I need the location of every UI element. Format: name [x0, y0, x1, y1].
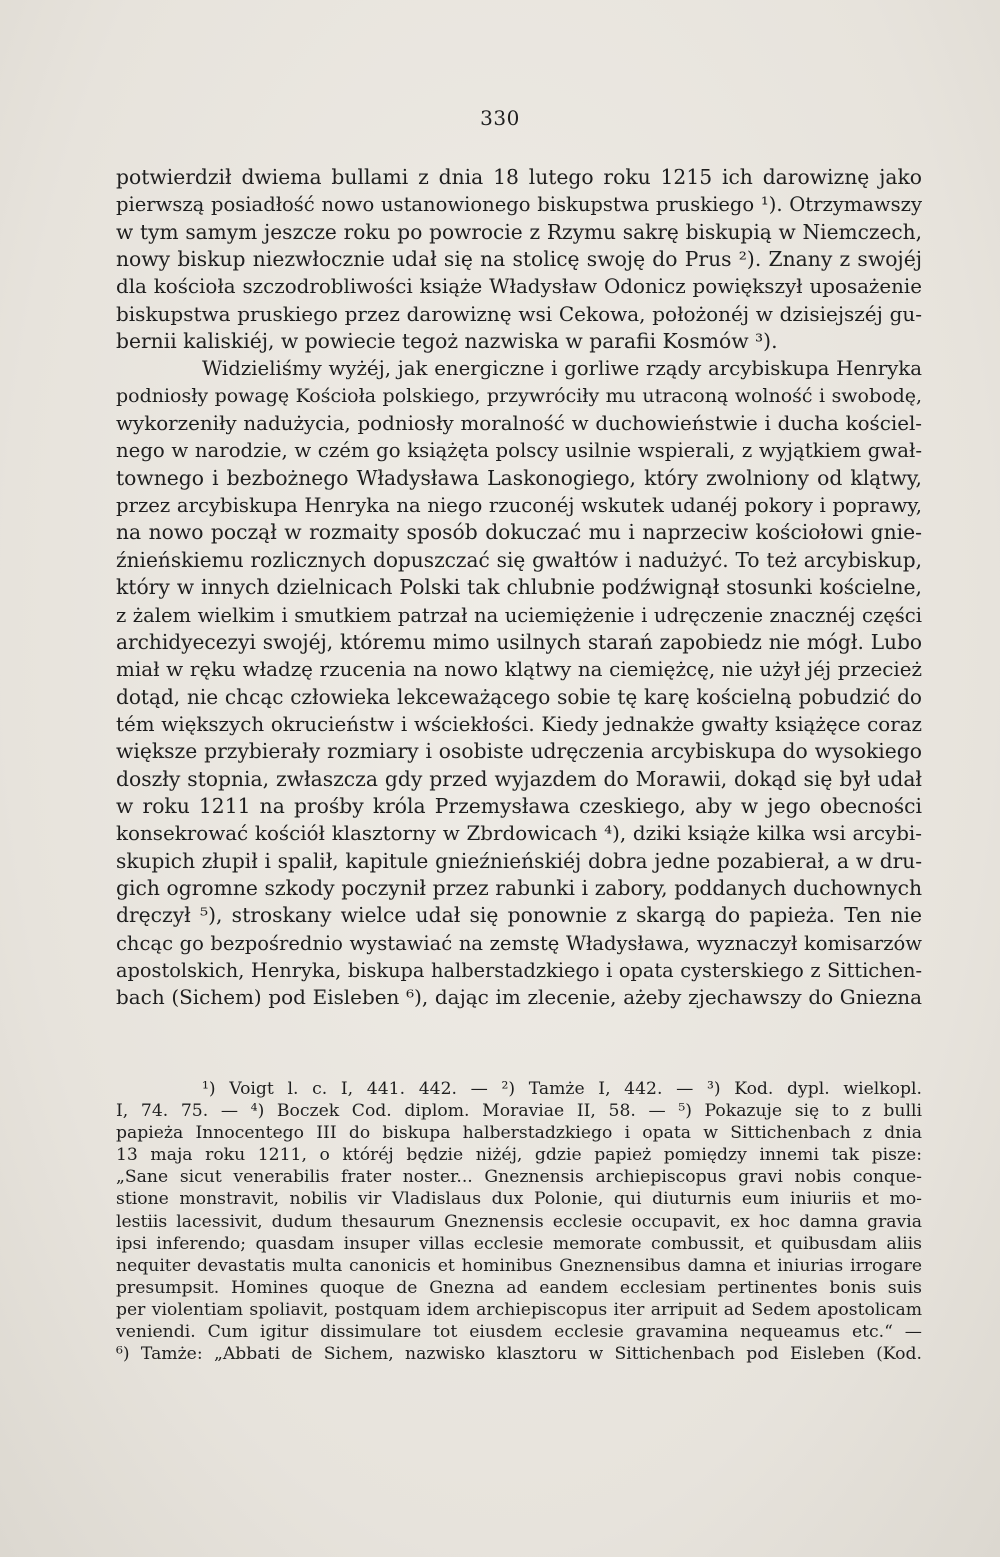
- text-line: konsekrować kościół klasztorny w Zbrdowicach ⁴), dziki książe kilka wsi arcybi-: [116, 822, 922, 846]
- footnote-line: „Sane sicut venerabilis frater noster... Gneznensis archiepiscopus gravi nobis conque-: [116, 1167, 922, 1188]
- footnote-line: ¹) Voigt l. c. I, 441. 442. — ²) Tamże I, 442. — ³) Kod. dypl. wielkopl.: [202, 1079, 922, 1099]
- footnote-line: presumpsit. Homines quoque de Gnezna ad eandem ecclesiam pertinentes bonis suis: [116, 1277, 922, 1298]
- text-line: dla kościoła szczodrobliwości książe Władysław Odonicz powiększył uposażenie: [116, 275, 922, 299]
- text-line: potwierdził dwiema bullami z dnia 18 lutego roku 1215 ich darowiznę jako: [116, 165, 922, 189]
- text-line: biskupstwa pruskiego przez darowiznę wsi Cekowa, położonéj w dzisiejszéj gu-: [116, 301, 922, 326]
- text-line: pierwszą posiadłość nowo ustanowionego biskupstwa pruskiego ¹). Otrzymawszy: [116, 193, 922, 217]
- text-line: bernii kaliskiéj, w powiecie tegoż nazwiska w parafii Kosmów ³).: [116, 329, 778, 354]
- text-line: archidyecezyi swojéj, któremu mimo usilnych starań zapobiedz nie mógł. Lubo: [116, 629, 922, 654]
- text-line: dręczył ⁵), stroskany wielce udał się ponownie z skargą do papieża. Ten nie: [116, 903, 922, 928]
- text-line: który w innych dzielnicach Polski tak chlubnie podźwignął stosunki kościelne,: [116, 575, 922, 600]
- text-line: townego i bezbożnego Władysława Laskonogiego, który zwolniony od klątwy,: [116, 465, 922, 490]
- footnote-line: ipsi inferendo; quasdam insuper villas ecclesie memorate combussit, et quibusdam aliis: [116, 1233, 922, 1254]
- text-line: podniosły powagę Kościoła polskiego, przywróciły mu utraconą wolność i swobodę,: [116, 384, 922, 407]
- text-line: skupich złupił i spalił, kapitule gnieźnieńskiéj dobra jedne pozabierał, a w dru-: [116, 848, 922, 873]
- footnote-line: veniendi. Cum igitur dissimulare tot eiusdem ecclesie gravamina nequeamus etc.“ —: [116, 1322, 922, 1343]
- text-line: wykorzeniły nadużycia, podniosły moralność w duchowieństwie i ducha kościel-: [116, 412, 922, 436]
- text-line: większe przybierały rozmiary i osobiste udręczenia arcybiskupa do wysokiego: [116, 739, 922, 764]
- text-line: Widzieliśmy wyżéj, jak energiczne i gorliwe rządy arcybiskupa Henryka: [202, 357, 922, 381]
- text-line: nowy biskup niezwłocznie udał się na stolicę swoję do Prus ²). Znany z swojéj: [116, 247, 922, 272]
- text-line: z żalem wielkim i smutkiem patrzał na uciemiężenie i udręczenie znacznéj części: [116, 603, 922, 627]
- footnote-line: lestiis lacessivit, dudum thesaurum Gneznensis ecclesie occupavit, ex hoc damna gravia: [116, 1211, 922, 1232]
- text-line: gich ogromne szkody poczynił przez rabunki i zabory, poddanych duchownych: [116, 875, 922, 900]
- text-line: miał w ręku władzę rzucenia na nowo klątwy na ciemiężcę, nie użył jéj przecież: [116, 658, 922, 682]
- text-line: dotąd, nie chcąc człowieka lekceważącego sobie tę karę kościelną pobudzić do: [116, 684, 922, 709]
- text-line: chcąc go bezpośrednio wystawiać na zemstę Władysława, wyznaczył komisarzów: [116, 931, 922, 955]
- footnote-line: I, 74. 75. — ⁴) Boczek Cod. diplom. Moraviae II, 58. — ⁵) Pokazuje się to z bulli: [116, 1101, 922, 1122]
- text-line: bach (Sichem) pod Eisleben ⁶), dając im zlecenie, ażeby zjechawszy do Gniezna: [116, 985, 922, 1010]
- footnote-line: per violentiam spoliavit, postquam idem archiepiscopus iter arripuit ad Sedem apostolicam: [116, 1299, 922, 1320]
- text-line: źnieńskiemu rozlicznych dopuszczać się gwałtów i nadużyć. To też arcybiskup,: [116, 547, 922, 572]
- footnotes: [116, 1078, 922, 1365]
- text-line: na nowo począł w rozmaity sposób dokuczać mu i naprzeciw kościołowi gnie-: [116, 520, 922, 545]
- page-number: 330: [480, 106, 520, 130]
- footnote-line: ⁶) Tamże: „Abbati de Sichem, nazwisko klasztoru w Sittichenbach pod Eisleben (Kod.: [116, 1344, 922, 1365]
- text-line: tém większych okrucieństw i wściekłości. Kiedy jednakże gwałty książęce coraz: [116, 712, 922, 736]
- text-line: w roku 1211 na prośby króla Przemysława czeskiego, aby w jego obecności: [116, 793, 922, 818]
- footnote-line: nequiter devastatis multa canonicis et hominibus Gneznensibus damna et iniurias irrogare: [116, 1255, 922, 1276]
- footnote-line: papieża Innocentego III do biskupa halberstadzkiego i opata w Sittichenbach z dnia: [116, 1123, 922, 1144]
- text-line: w tym samym jeszcze roku po powrocie z Rzymu sakrę biskupią w Niemczech,: [116, 219, 922, 244]
- footnote-line: 13 maja roku 1211, o któréj będzie niżéj, gdzie papież pomiędzy innemi tak pisze:: [116, 1145, 922, 1166]
- text-line: przez arcybiskupa Henryka na niego rzuconéj wskutek udanéj pokory i poprawy,: [116, 494, 922, 518]
- text-line: nego w narodzie, w czém go książęta polscy usilnie wspierali, z wyjątkiem gwał-: [116, 439, 922, 463]
- body-text: [116, 164, 922, 1012]
- text-line: apostolskich, Henryka, biskupa halberstadzkiego i opata cysterskiego z Sittichen-: [116, 958, 922, 982]
- text-line: doszły stopnia, zwłaszcza gdy przed wyjazdem do Morawii, dokąd się był udał: [116, 766, 922, 791]
- footnote-line: stione monstravit, nobilis vir Vladislaus dux Polonie, qui diuturnis eum iniuriis et mo-: [116, 1189, 922, 1210]
